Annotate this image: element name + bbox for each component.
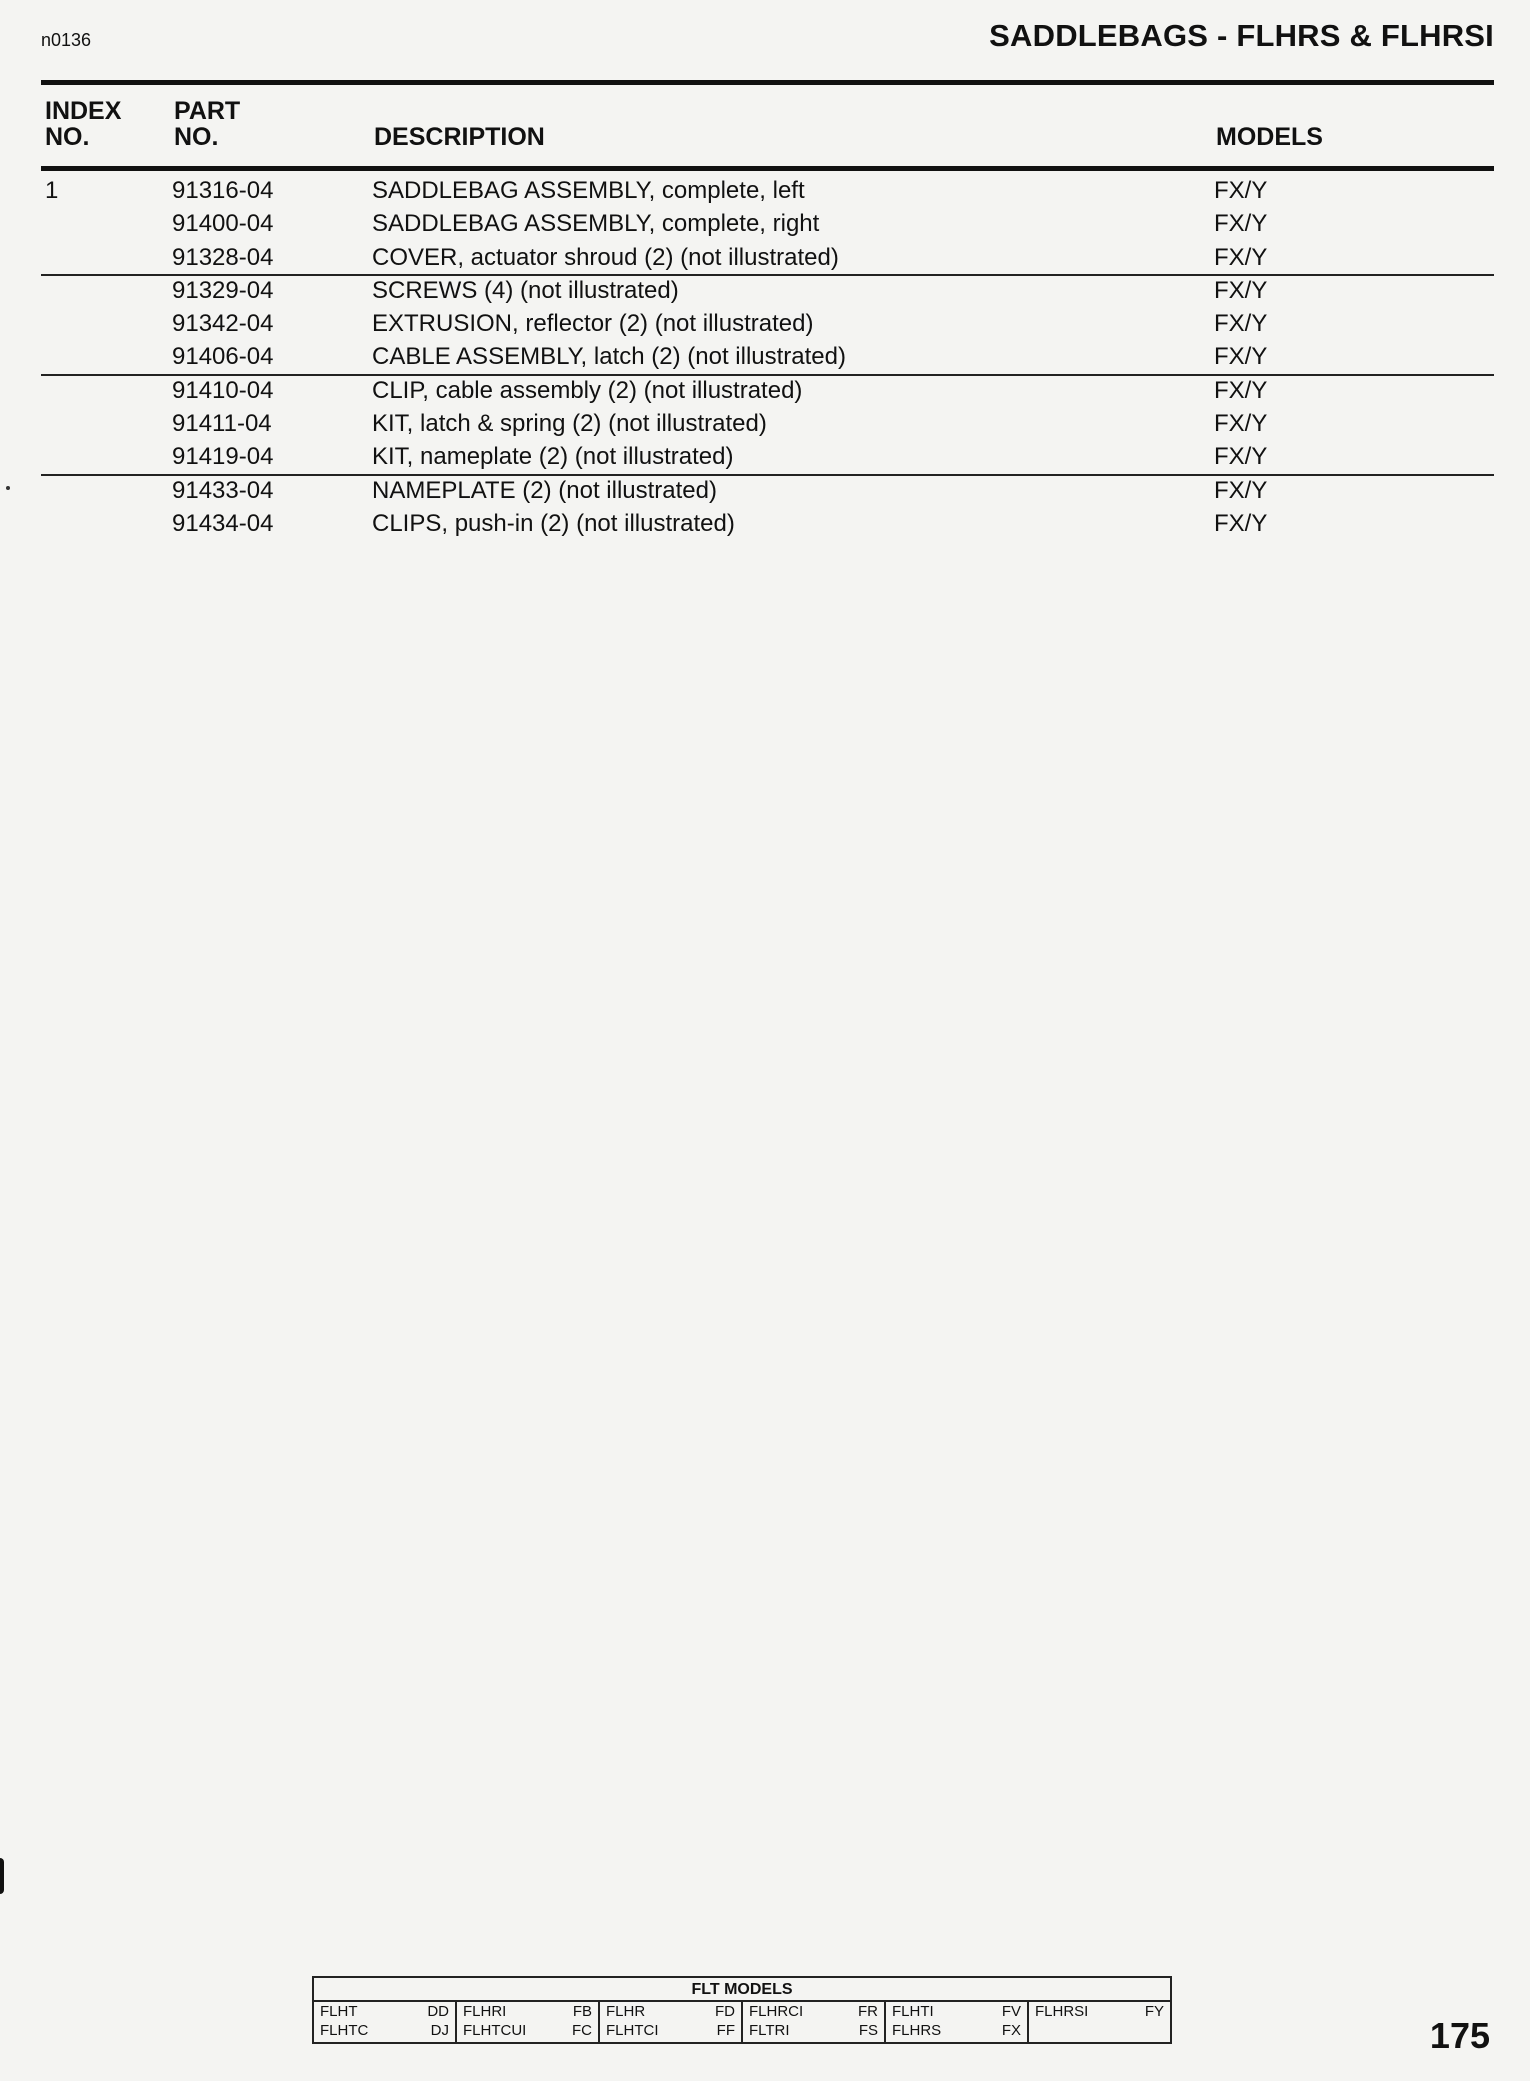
flt-model-entry [320,2021,449,2040]
part-number-cell: 91419-04 [172,443,274,471]
description-cell: COVER, actuator shroud (2) (not illustrated) [372,243,839,271]
part-number-cell: 91342-04 [172,310,274,338]
part-number-cell: 91434-04 [172,509,274,537]
flt-model-name: FLHRS [892,2022,942,2039]
flt-model-code: FR [858,2003,878,2020]
table-row [0,471,1530,504]
description-cell: SADDLEBAG ASSEMBLY, complete, right [372,210,820,238]
description-cell: SADDLEBAG ASSEMBLY, complete, left [372,177,805,204]
models-cell: FX/Y [1214,343,1268,371]
models-cell: FX/Y [1214,177,1268,204]
document-code: n0136 [41,30,92,50]
column-header-part [174,98,240,150]
models-cell: FX/Y [1214,243,1268,271]
models-cell: FX/Y [1214,376,1268,404]
page-title: SADDLEBAGS - FLHRS & FLHRSI [989,18,1494,53]
table-row [0,304,1530,337]
table-row [0,238,1530,271]
flt-models-legend [312,1976,1172,2044]
flt-model-name: FLHRI [463,2003,507,2020]
flt-model-code: FB [572,2003,592,2020]
description-cell: CLIPS, push-in (2) (not illustrated) [372,509,735,537]
models-cell: FX/Y [1214,410,1268,438]
flt-model-code: FV [1001,2003,1021,2020]
flt-model-code: FD [715,2003,735,2020]
scan-speck [6,486,10,490]
part-number-cell: 91328-04 [172,243,274,271]
table-row [0,371,1530,404]
models-cell: FX/Y [1214,210,1268,238]
part-number-cell: 91433-04 [172,476,274,504]
flt-model-code: DD [427,2003,449,2020]
flt-model-name: FLHTCI [606,2022,659,2039]
parts-table [0,171,1530,537]
models-cell: FX/Y [1214,276,1268,304]
models-cell: FX/Y [1214,509,1268,537]
flt-model-code: FX [1001,2022,1021,2039]
flt-model-name: FLHRSI [1035,2003,1089,2020]
flt-model-code: FC [572,2022,592,2039]
flt-model-entry [606,2002,735,2021]
flt-model-code: FY [1144,2003,1164,2020]
flt-model-entry [606,2021,735,2040]
flt-model-name: FLTRI [749,2022,790,2039]
flt-models-column [314,2002,457,2042]
flt-model-entry [892,2021,1021,2040]
table-row [0,437,1530,470]
part-number-cell: 91406-04 [172,343,274,371]
description-cell: SCREWS (4) (not illustrated) [372,276,679,304]
flt-model-entry [463,2002,592,2021]
flt-model-entry [1035,2021,1164,2040]
part-number-cell: 91411-04 [172,410,272,438]
flt-model-code: DJ [430,2022,449,2039]
description-cell: KIT, nameplate (2) (not illustrated) [372,443,734,471]
part-number-cell: 91400-04 [172,210,274,238]
flt-model-entry [320,2002,449,2021]
flt-model-name: FLHTCUI [463,2022,527,2039]
table-row [0,271,1530,304]
table-row [0,337,1530,370]
column-header-part-line1: PART [174,97,241,125]
description-cell: CABLE ASSEMBLY, latch (2) (not illustrated) [372,343,846,371]
column-header-index [45,98,121,150]
flt-model-code: FF [716,2022,735,2039]
models-cell: FX/Y [1214,443,1268,471]
scan-edge-mark [0,1858,4,1894]
flt-model-name: FLHT [320,2003,358,2020]
models-cell: FX/Y [1214,476,1268,504]
flt-model-name: FLHRCI [749,2003,804,2020]
part-number-cell: 91329-04 [172,276,274,304]
flt-model-entry [749,2002,878,2021]
table-row [0,404,1530,437]
flt-model-entry [892,2002,1021,2021]
table-row [0,171,1530,204]
part-number-cell: 91410-04 [172,376,274,404]
column-header-index-line2: NO. [45,123,90,151]
description-cell: KIT, latch & spring (2) (not illustrated) [372,410,767,438]
description-cell: CLIP, cable assembly (2) (not illustrated) [372,376,803,404]
column-header-description: DESCRIPTION [374,123,545,151]
column-header-models: MODELS [1216,123,1323,151]
description-cell: EXTRUSION, reflector (2) (not illustrated) [372,310,814,338]
flt-model-code: FS [858,2022,878,2039]
flt-model-name: FLHTC [320,2022,369,2039]
part-number-cell: 91316-04 [172,177,274,204]
flt-models-column [1029,2002,1170,2042]
flt-models-title: FLT MODELS [314,1980,1170,2002]
flt-models-column [600,2002,743,2042]
flt-model-entry [749,2021,878,2040]
table-row [0,204,1530,237]
index-cell: 1 [45,177,59,204]
models-cell: FX/Y [1214,310,1268,338]
flt-model-entry [1035,2002,1164,2021]
header-rule [41,80,1494,85]
flt-model-entry [463,2021,592,2040]
flt-models-grid [314,2002,1170,2042]
flt-models-column [743,2002,886,2042]
column-header-part-line2: NO. [174,123,219,151]
flt-model-name: FLHR [606,2003,646,2020]
column-header-index-line1: INDEX [45,97,122,125]
flt-models-column [457,2002,600,2042]
flt-models-column [886,2002,1029,2042]
description-cell: NAMEPLATE (2) (not illustrated) [372,476,717,504]
flt-model-name: FLHTI [892,2003,934,2020]
table-row [0,504,1530,537]
page-number: 175 [1429,2015,1490,2056]
